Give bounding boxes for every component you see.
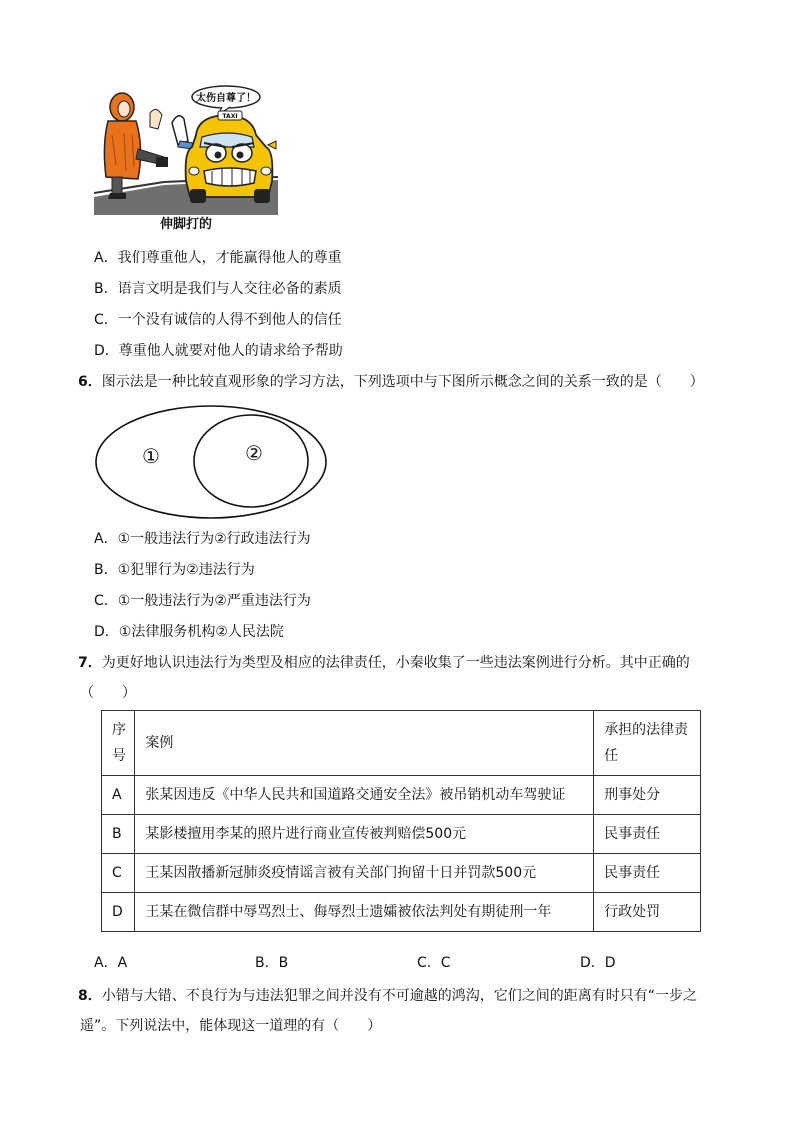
q6-option-b: B．①犯罪行为②违法行为	[94, 562, 255, 578]
q7-number: 7．	[78, 655, 102, 671]
q6-text: 图示法是一种比较直观形象的学习方法，下列选项中与下图所示概念之间的关系一致的是（ ）	[101, 374, 704, 390]
q8-text-line1: 小错与大错、不良行为与违法犯罪之间并没有不可逾越的鸿沟，它们之间的距离有时只有“一步之	[101, 988, 698, 1004]
table-header-row	[102, 711, 701, 776]
row-case: 张某因违反《中华人民共和国道路交通安全法》被吊销机动车驾驶证	[135, 776, 594, 815]
row-id: D	[102, 893, 135, 932]
outer-ellipse	[96, 406, 326, 518]
venn-label-1: ①	[142, 444, 160, 468]
row-case: 王某因散播新冠肺炎疫情谣言被有关部门拘留十日并罚款500元	[135, 854, 594, 893]
speech-bubble-text: 太伤自尊了！	[196, 93, 256, 104]
q6-option-a: A．①一般违法行为②行政违法行为	[94, 531, 311, 547]
header-liability: 承担的法律责任	[594, 711, 701, 776]
q8-number: 8．	[78, 988, 102, 1004]
table-row	[102, 893, 701, 932]
cartoon-illustration	[94, 85, 278, 215]
row-case: 王某在微信群中辱骂烈士、侮辱烈士遗孀被依法判处有期徒刑一年	[135, 893, 594, 932]
q6-stem	[78, 372, 704, 392]
q6-option-d: D．①法律服务机构②人民法院	[94, 624, 284, 640]
row-liability: 民事责任	[594, 854, 701, 893]
table-row	[102, 776, 701, 815]
venn-svg	[94, 404, 330, 520]
q5-option-b: B．语言文明是我们与人交往必备的素质	[94, 281, 342, 297]
q8-text-line2: 遥”。下列说法中，能体现这一道理的有（ ）	[80, 1018, 382, 1034]
q5-option-c: C．一个没有诚信的人得不到他人的信任	[94, 312, 342, 328]
q7-text-line2: （ ）	[80, 685, 136, 701]
q7-stem	[78, 653, 690, 673]
row-liability: 民事责任	[594, 815, 701, 854]
q7-answer-c: C．C	[417, 955, 451, 971]
venn-label-2: ②	[245, 441, 263, 465]
header-case: 案例	[135, 711, 594, 776]
cartoon-caption: 伸脚打的	[159, 217, 212, 232]
q6-number: 6．	[78, 374, 102, 390]
header-id: 序号	[102, 711, 135, 776]
q5-option-d: D．尊重他人就要对他人的请求给予帮助	[94, 343, 343, 359]
q8-stem	[78, 986, 697, 1006]
row-liability: 刑事处分	[594, 776, 701, 815]
row-id: C	[102, 854, 135, 893]
row-liability: 行政处罚	[594, 893, 701, 932]
q5-option-a: A．我们尊重他人，才能赢得他人的尊重	[94, 250, 342, 266]
table-row	[102, 854, 701, 893]
taxi-sign-text: TAXI	[222, 113, 238, 120]
q7-answer-options	[0, 953, 794, 973]
row-case: 某影楼擅用李某的照片进行商业宣传被判赔偿500元	[135, 815, 594, 854]
q7-answer-d: D．D	[580, 955, 616, 971]
q7-text-line1: 为更好地认识违法行为类型及相应的法律责任，小秦收集了一些违法案例进行分析。其中正确的	[101, 655, 690, 671]
case-table	[101, 710, 701, 932]
q7-answer-a: A．A	[94, 955, 128, 971]
q7-answer-b: B．B	[255, 955, 289, 971]
table-row	[102, 815, 701, 854]
q6-option-c: C．①一般违法行为②严重违法行为	[94, 593, 311, 609]
row-id: B	[102, 815, 135, 854]
cartoon-svg	[94, 85, 278, 215]
row-id: A	[102, 776, 135, 815]
venn-diagram	[94, 404, 330, 520]
